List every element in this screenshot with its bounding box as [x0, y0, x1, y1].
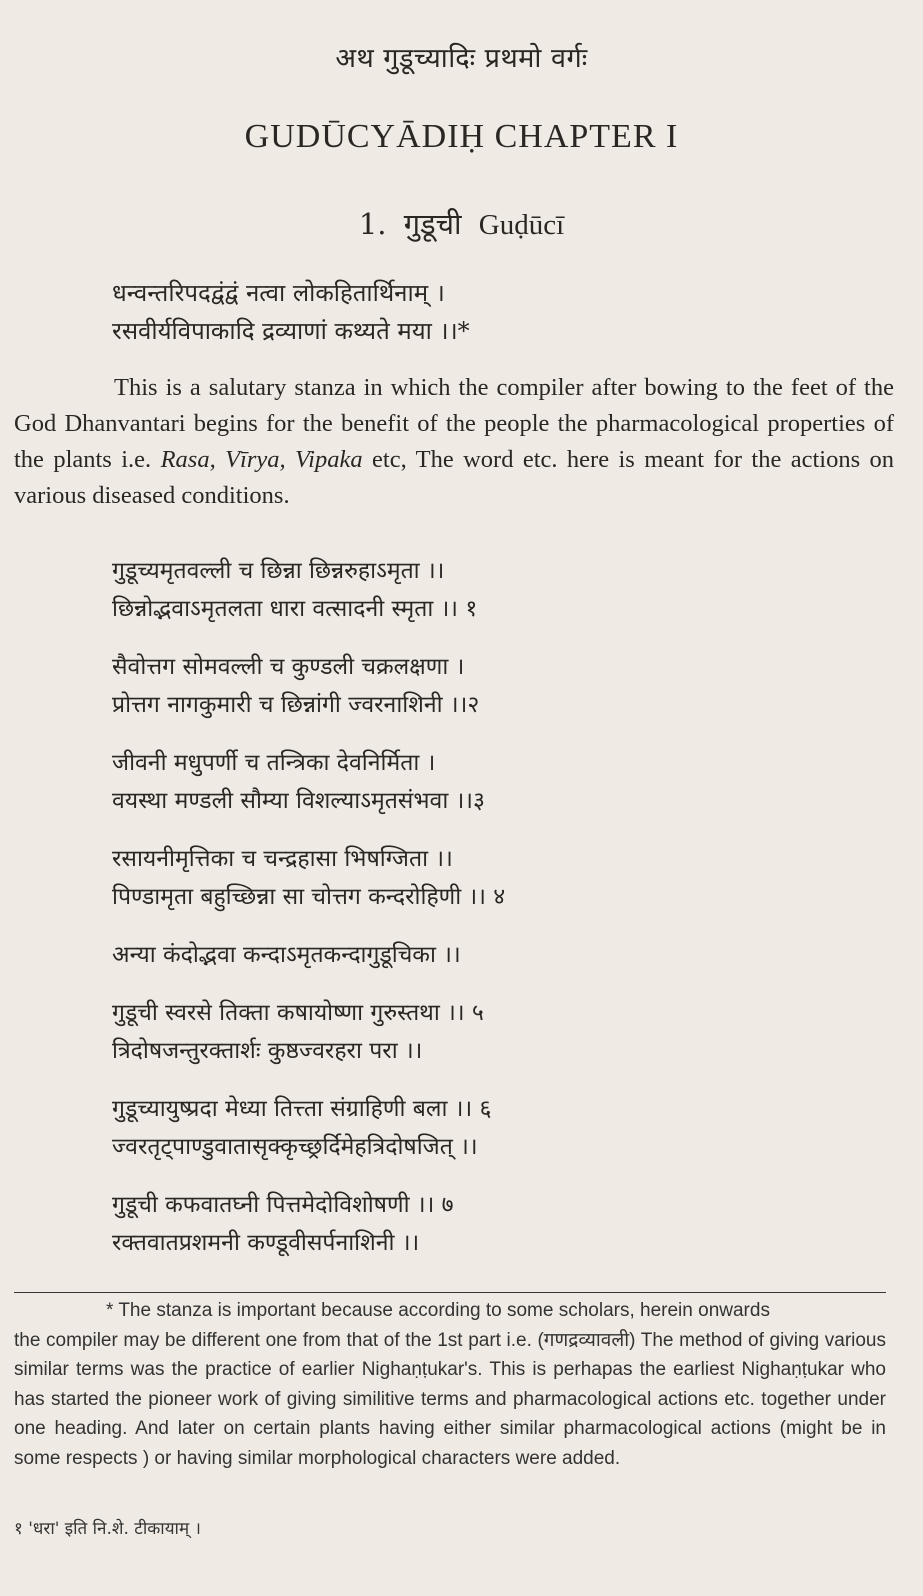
footnote-body: the compiler may be different one from that of the 1st part i.e. (गणद्रव्यावली) The method of giving various similar terms was the practice of earlier Nighaṇṭukar's. This is perhapas the earliest Nighaṇṭukar who has started the pioneer work of giving similitive terms and pharmacological actions etc. together under one heading. And later on certain plants having either similar pharmacological actions (might be in some respects ) or having similar morphological characters were added.	[14, 1329, 886, 1469]
verse-stanza	[112, 648, 872, 724]
verse-line: गुडूच्यमृतवल्ली च छिन्ना छिन्नरुहाऽमृता ।।	[112, 558, 445, 584]
footnote	[14, 1296, 886, 1473]
verse-stanza	[112, 1090, 872, 1166]
verse-line: गुडूची स्वरसे तिक्ता कषायोष्णा गुरुस्तथा ।। ५	[112, 1000, 484, 1026]
verse-line: गुडूच्यायुष्प्रदा मेध्या तित्त्ता संग्राहिणी बला ।। ६	[112, 1096, 492, 1122]
variant-reading-note: १ 'धरा' इति नि.शे. टीकायाम् ।	[14, 1519, 201, 1539]
verse-line: छिन्नोद्भवाऽमृतलता धारा वत्सादनी स्मृता ।। १	[112, 596, 478, 622]
verse-stanza	[112, 936, 872, 974]
invocation-line: धन्वन्तरिपदद्वंद्वं नत्वा लोकहितार्थिनाम् ।	[112, 279, 445, 307]
footnote-divider	[14, 1292, 886, 1293]
verse-block	[112, 552, 872, 1282]
verse-line: रसायनीमृत्तिका च चन्द्रहासा भिषग्जिता ।।	[112, 846, 453, 872]
invocation-line: रसवीर्यविपाकादि द्रव्याणां कथ्यते मया ।।*	[112, 317, 470, 345]
commentary-paragraph	[14, 370, 894, 514]
verse-line: रक्तवातप्रशमनी कण्डूवीसर्पनाशिनी ।।	[112, 1230, 420, 1256]
verse-line: जीवनी मधुपर्णी च तन्त्रिका देवनिर्मिता ।	[112, 750, 436, 776]
term-virya: Vīrya,	[225, 446, 286, 473]
chapter-title: GUDŪCYĀDIḤ CHAPTER I	[244, 118, 679, 155]
verse-stanza	[112, 1186, 872, 1262]
section-heading	[0, 204, 923, 243]
footnote-first-line: * The stanza is important because according to some scholars, herein onwards	[106, 1300, 770, 1321]
verse-line: सैवोत्तग सोमवल्ली च कुण्डली चक्रलक्षणा ।	[112, 654, 465, 680]
term-rasa: Rasa,	[160, 446, 216, 473]
devanagari-chapter-heading: अथ गुडूच्यादिः प्रथमो वर्गः	[335, 43, 588, 74]
verse-line: ज्वरतृट्पाण्डुवातासृक्कृच्छ्रर्दिमेहत्रिदोषजित् ।।	[112, 1134, 478, 1160]
commentary-text-end: etc, The word etc. here is meant for the actions on various diseased conditions.	[14, 446, 895, 509]
section-number: 1.	[358, 207, 387, 241]
verse-line: प्रोत्तग नागकुमारी च छिन्नांगी ज्वरनाशिनी ।।२	[112, 692, 480, 718]
verse-stanza	[112, 840, 872, 916]
section-roman-name: Guḍūcī	[478, 209, 565, 241]
verse-line: पिण्डामृता बहुच्छिन्ना सा चोत्तग कन्दरोहिणी ।। ४	[112, 884, 506, 910]
section-devanagari-name: गुडूची	[403, 207, 462, 241]
verse-line: गुडूची कफवातघ्नी पित्तमेदोविशोषणी ।। ७	[112, 1192, 454, 1218]
invocation-stanza	[112, 274, 872, 350]
term-vipaka: Vipaka	[295, 446, 363, 473]
commentary-text: This is a salutary stanza in which the compiler after bowing to the feet of the God Dhanvantari begins for the benefit of the people the pharmacological properties of the plants i.e.	[14, 374, 894, 473]
verse-line: त्रिदोषजन्तुरक्तार्शः कुष्ठज्वरहरा परा ।।	[112, 1038, 423, 1064]
verse-stanza	[112, 744, 872, 820]
verse-stanza	[112, 552, 872, 628]
verse-line: अन्या कंदोद्भवा कन्दाऽमृतकन्दागुडूचिका ।।	[112, 942, 461, 968]
verse-line: वयस्था मण्डली सौम्या विशल्याऽमृतसंभवा ।।३	[112, 788, 485, 814]
verse-stanza	[112, 994, 872, 1070]
